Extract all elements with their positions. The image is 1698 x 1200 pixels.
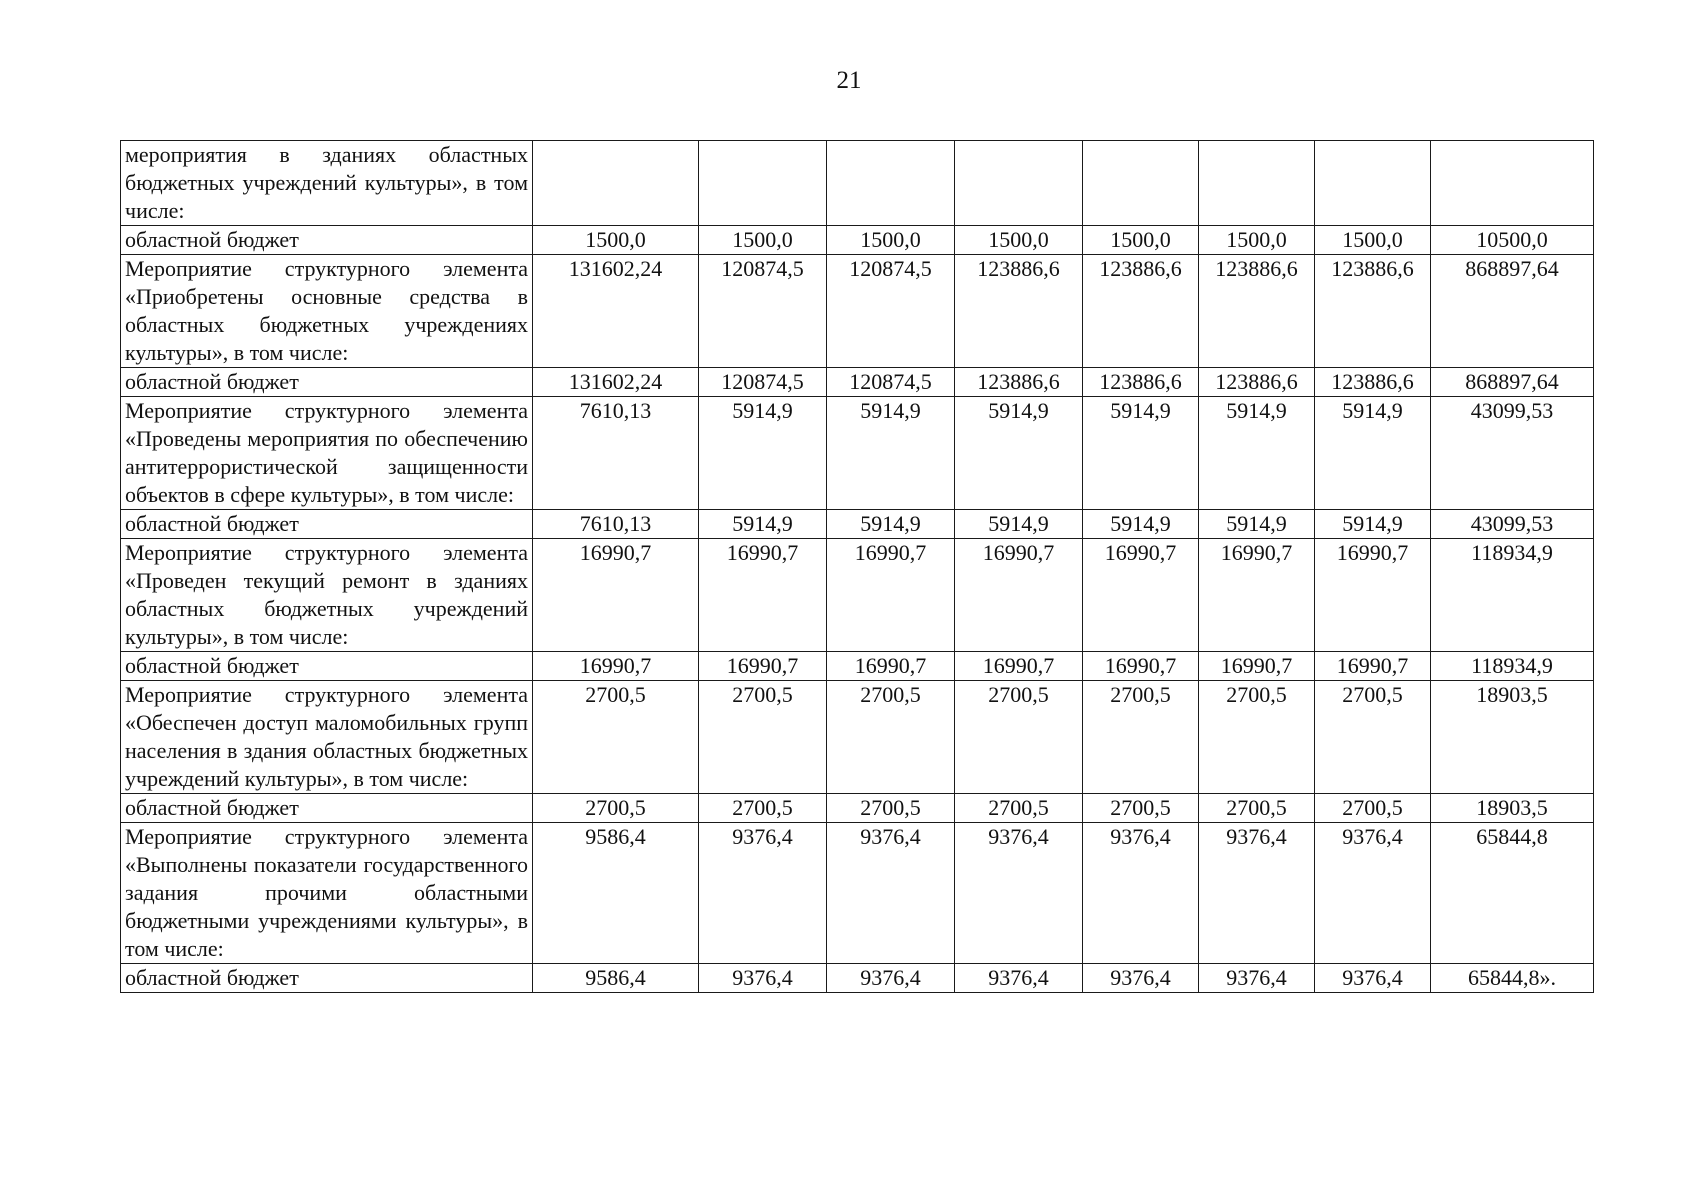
year-value-cell: 9376,4 <box>955 964 1083 993</box>
year-value-cell: 16990,7 <box>1315 652 1431 681</box>
year-value-cell: 2700,5 <box>1199 681 1315 794</box>
year-value-cell: 123886,6 <box>1083 368 1199 397</box>
total-cell: 43099,53 <box>1431 397 1594 510</box>
year-value-cell: 5914,9 <box>827 397 955 510</box>
year-value-cell <box>955 141 1083 226</box>
year-value-cell: 2700,5 <box>1315 794 1431 823</box>
activity-row <box>121 255 1594 368</box>
activity-row <box>121 397 1594 510</box>
budget-subrow <box>121 368 1594 397</box>
activity-label: Мероприятие структурного элемента «Проведены мероприятия по обеспечению антитеррористической защищенности объектов в сфере культуры», в том числе: <box>121 397 533 510</box>
year-value-cell: 9376,4 <box>1083 964 1199 993</box>
year-value-cell: 2700,5 <box>1083 681 1199 794</box>
year-value-cell: 16990,7 <box>1199 539 1315 652</box>
year-value-cell: 16990,7 <box>1199 652 1315 681</box>
year-value-cell: 2700,5 <box>1199 794 1315 823</box>
year-value-cell: 9376,4 <box>1315 964 1431 993</box>
year-value-cell: 16990,7 <box>827 539 955 652</box>
year-value-cell: 123886,6 <box>1199 255 1315 368</box>
year-value-cell: 123886,6 <box>955 255 1083 368</box>
year-value-cell: 9376,4 <box>827 823 955 964</box>
year-value-cell: 5914,9 <box>1199 510 1315 539</box>
year-value-cell: 2700,5 <box>955 681 1083 794</box>
budget-source-label: областной бюджет <box>121 964 533 993</box>
year-value-cell: 2700,5 <box>699 794 827 823</box>
total-cell: 43099,53 <box>1431 510 1594 539</box>
year-value-cell: 9376,4 <box>1083 823 1199 964</box>
year-value-cell: 1500,0 <box>1083 226 1199 255</box>
budget-source-label: областной бюджет <box>121 368 533 397</box>
year-value-cell: 1500,0 <box>827 226 955 255</box>
year-value-cell: 123886,6 <box>1315 368 1431 397</box>
year-value-cell: 9376,4 <box>1199 964 1315 993</box>
year-value-cell <box>699 141 827 226</box>
year-value-cell: 5914,9 <box>955 397 1083 510</box>
year-value-cell: 123886,6 <box>1315 255 1431 368</box>
year-value-cell: 5914,9 <box>1315 510 1431 539</box>
total-cell <box>1431 141 1594 226</box>
year-value-cell: 16990,7 <box>827 652 955 681</box>
year-value-cell: 120874,5 <box>699 368 827 397</box>
budget-table <box>120 140 1594 993</box>
year-value-cell: 9376,4 <box>955 823 1083 964</box>
total-cell: 18903,5 <box>1431 681 1594 794</box>
year-value-cell: 16990,7 <box>1315 539 1431 652</box>
year-value-cell: 1500,0 <box>699 226 827 255</box>
year-value-cell <box>827 141 955 226</box>
year-value-cell: 16990,7 <box>699 652 827 681</box>
year-value-cell: 1500,0 <box>955 226 1083 255</box>
year-value-cell: 5914,9 <box>1199 397 1315 510</box>
year-value-cell: 2700,5 <box>827 794 955 823</box>
total-cell: 868897,64 <box>1431 368 1594 397</box>
activity-label: Мероприятие структурного элемента «Обеспечен доступ маломобильных групп населения в здания областных бюджетных учреждений культуры», в том числе: <box>121 681 533 794</box>
year-value-cell: 16990,7 <box>1083 539 1199 652</box>
year-value-cell: 120874,5 <box>699 255 827 368</box>
year-value-cell: 9376,4 <box>699 964 827 993</box>
year-value-cell <box>1199 141 1315 226</box>
year-value-cell: 131602,24 <box>533 255 699 368</box>
year-value-cell: 2700,5 <box>827 681 955 794</box>
year-value-cell: 5914,9 <box>699 510 827 539</box>
year-value-cell: 123886,6 <box>1199 368 1315 397</box>
year-value-cell: 16990,7 <box>1083 652 1199 681</box>
budget-subrow <box>121 652 1594 681</box>
budget-subrow <box>121 964 1594 993</box>
total-cell: 65844,8». <box>1431 964 1594 993</box>
year-value-cell: 16990,7 <box>955 539 1083 652</box>
year-value-cell: 2700,5 <box>1083 794 1199 823</box>
total-cell: 18903,5 <box>1431 794 1594 823</box>
table-body <box>121 141 1594 993</box>
year-value-cell: 123886,6 <box>1083 255 1199 368</box>
activity-row <box>121 823 1594 964</box>
activity-row <box>121 681 1594 794</box>
total-cell: 10500,0 <box>1431 226 1594 255</box>
activity-label: Мероприятие структурного элемента «Выполнены показатели государственного задания прочими областными бюджетными учреждениями культуры», в том числе: <box>121 823 533 964</box>
year-value-cell: 120874,5 <box>827 255 955 368</box>
year-value-cell: 1500,0 <box>1199 226 1315 255</box>
budget-subrow <box>121 794 1594 823</box>
total-cell: 118934,9 <box>1431 652 1594 681</box>
year-value-cell: 9376,4 <box>827 964 955 993</box>
year-value-cell: 9586,4 <box>533 823 699 964</box>
budget-source-label: областной бюджет <box>121 510 533 539</box>
year-value-cell <box>1083 141 1199 226</box>
total-cell: 65844,8 <box>1431 823 1594 964</box>
year-value-cell: 5914,9 <box>699 397 827 510</box>
year-value-cell: 16990,7 <box>955 652 1083 681</box>
budget-subrow <box>121 226 1594 255</box>
activity-row <box>121 141 1594 226</box>
year-value-cell: 2700,5 <box>533 681 699 794</box>
activity-label: Мероприятие структурного элемента «Проведен текущий ремонт в зданиях областных бюджетных учреждений культуры», в том числе: <box>121 539 533 652</box>
budget-source-label: областной бюджет <box>121 794 533 823</box>
year-value-cell: 5914,9 <box>827 510 955 539</box>
year-value-cell: 120874,5 <box>827 368 955 397</box>
year-value-cell: 5914,9 <box>1083 510 1199 539</box>
year-value-cell: 5914,9 <box>955 510 1083 539</box>
year-value-cell <box>533 141 699 226</box>
year-value-cell: 2700,5 <box>533 794 699 823</box>
activity-label: мероприятия в зданиях областных бюджетных учреждений культуры», в том числе: <box>121 141 533 226</box>
year-value-cell: 2700,5 <box>955 794 1083 823</box>
budget-source-label: областной бюджет <box>121 226 533 255</box>
year-value-cell <box>1315 141 1431 226</box>
budget-subrow <box>121 510 1594 539</box>
year-value-cell: 16990,7 <box>699 539 827 652</box>
total-cell: 118934,9 <box>1431 539 1594 652</box>
year-value-cell: 2700,5 <box>1315 681 1431 794</box>
year-value-cell: 16990,7 <box>533 539 699 652</box>
total-cell: 868897,64 <box>1431 255 1594 368</box>
activity-row <box>121 539 1594 652</box>
year-value-cell: 9376,4 <box>1315 823 1431 964</box>
activity-label: Мероприятие структурного элемента «Приобретены основные средства в областных бюджетных учреждениях культуры», в том числе: <box>121 255 533 368</box>
year-value-cell: 9376,4 <box>699 823 827 964</box>
year-value-cell: 9586,4 <box>533 964 699 993</box>
year-value-cell: 1500,0 <box>533 226 699 255</box>
year-value-cell: 1500,0 <box>1315 226 1431 255</box>
year-value-cell: 5914,9 <box>1315 397 1431 510</box>
year-value-cell: 9376,4 <box>1199 823 1315 964</box>
year-value-cell: 131602,24 <box>533 368 699 397</box>
budget-source-label: областной бюджет <box>121 652 533 681</box>
year-value-cell: 2700,5 <box>699 681 827 794</box>
page-number: 21 <box>836 67 862 94</box>
year-value-cell: 7610,13 <box>533 510 699 539</box>
year-value-cell: 16990,7 <box>533 652 699 681</box>
year-value-cell: 5914,9 <box>1083 397 1199 510</box>
year-value-cell: 123886,6 <box>955 368 1083 397</box>
year-value-cell: 7610,13 <box>533 397 699 510</box>
